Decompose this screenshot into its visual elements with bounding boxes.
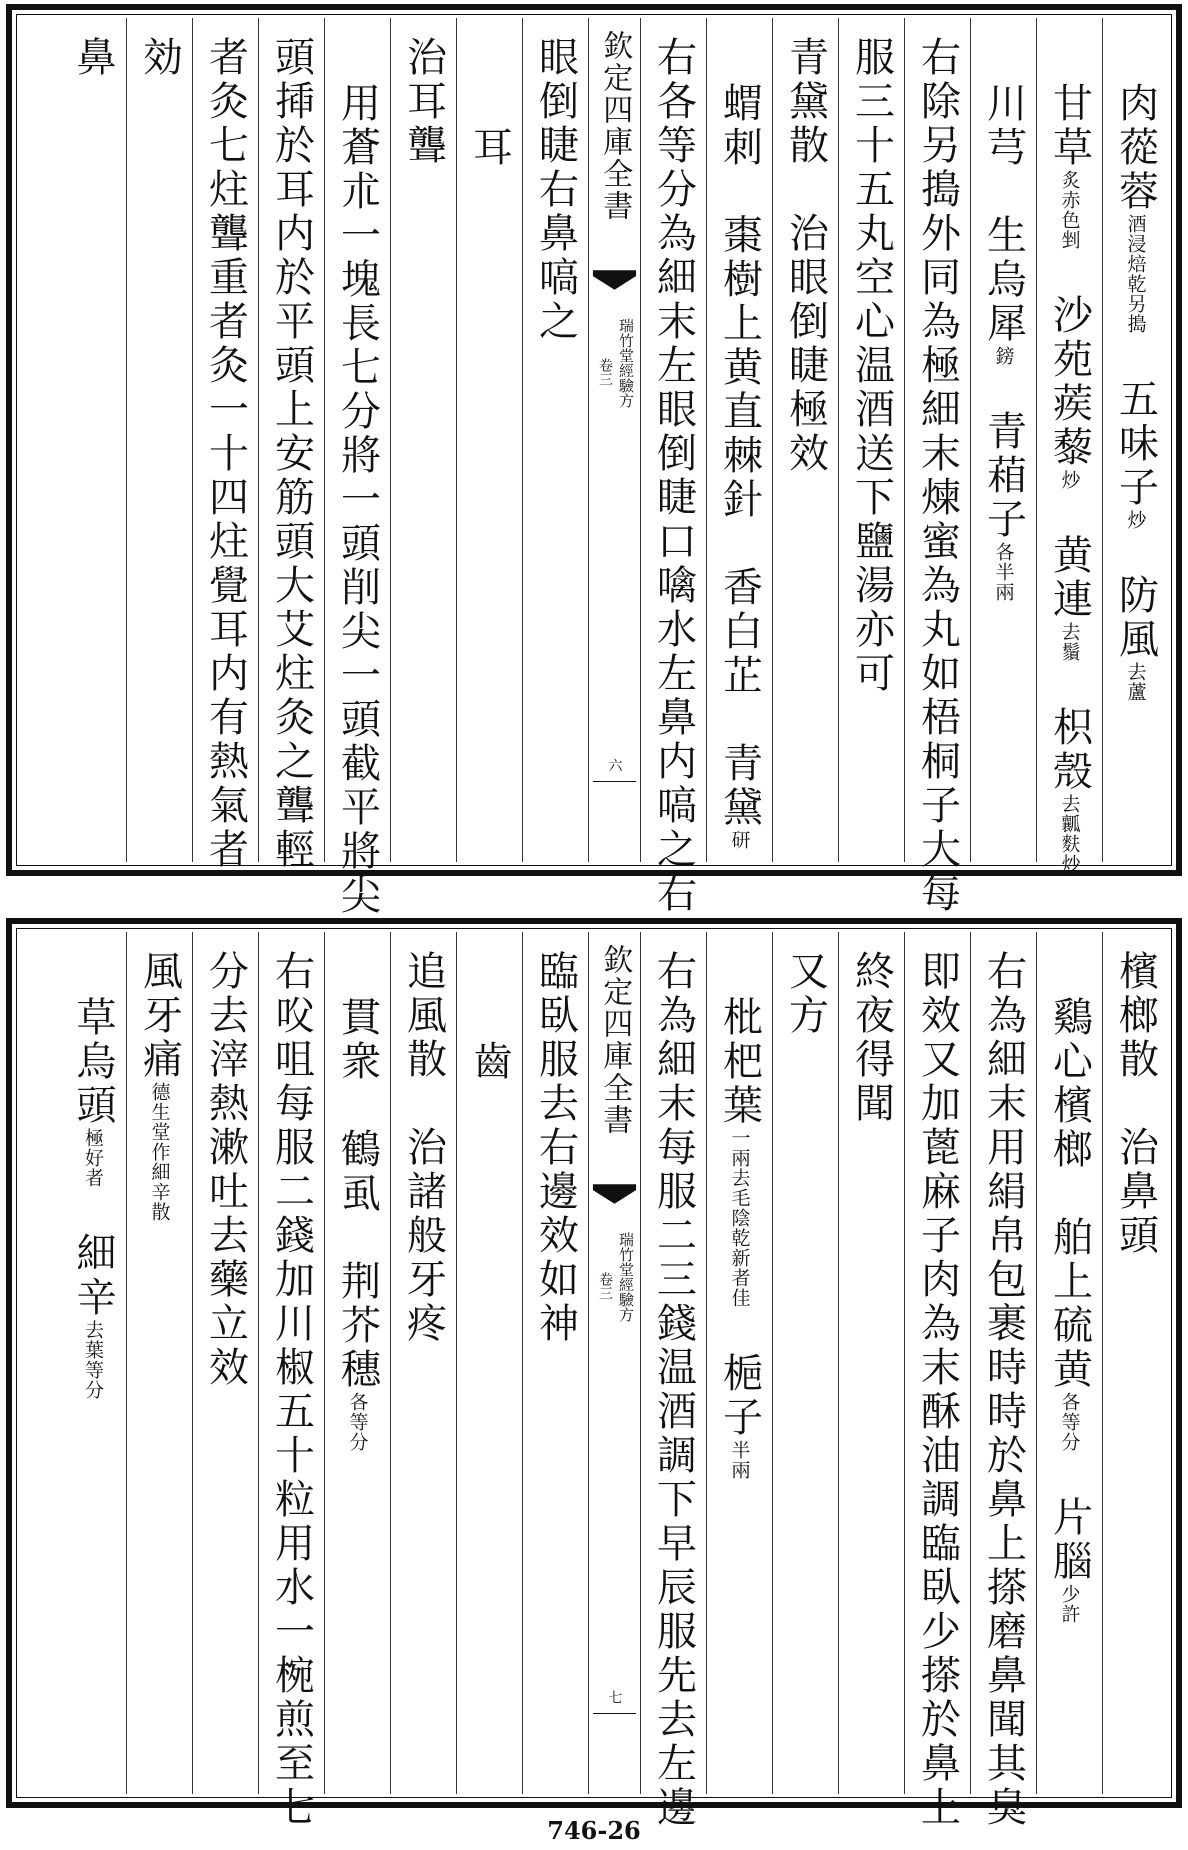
main-text: 青黛散 治眼倒睫極效 bbox=[782, 36, 829, 476]
main-text: 分去滓熱漱吐去藥立效 bbox=[202, 950, 249, 1390]
column-text bbox=[716, 82, 763, 850]
main-text: 用蒼朮一塊長七分將一頭削尖一頭截平將尖 bbox=[334, 82, 381, 918]
text-column bbox=[772, 18, 838, 862]
column-text bbox=[334, 996, 381, 1452]
main-text: 細辛 bbox=[70, 1188, 116, 1320]
fold-volume: 卷三 bbox=[597, 1272, 613, 1300]
text-column bbox=[60, 18, 126, 862]
text-column bbox=[970, 18, 1036, 862]
text-column bbox=[390, 932, 456, 1794]
column-text bbox=[650, 950, 697, 1830]
text-column bbox=[324, 932, 390, 1794]
fold-subtitle: 瑞竹堂經驗方 bbox=[617, 1232, 635, 1322]
page-number: 746-26 bbox=[547, 1816, 641, 1845]
text-column bbox=[324, 18, 390, 918]
main-text: 右㕮咀每服二錢加川椒五十粒用水一椀煎至七 bbox=[268, 950, 315, 1830]
annotation-note: 酒浸焙乾另搗 bbox=[1124, 214, 1147, 334]
bottom-page-columns bbox=[20, 932, 1168, 1830]
column-text bbox=[400, 950, 447, 1346]
main-text: 頭揷於耳内於平頭上安筋頭大艾炷灸之聾輕 bbox=[268, 36, 315, 872]
column-text bbox=[782, 36, 829, 476]
column-text bbox=[334, 82, 381, 918]
fold-volume: 卷三 bbox=[597, 358, 613, 386]
fold-title: 欽定四庫全書 bbox=[597, 944, 633, 1136]
text-column bbox=[904, 18, 970, 916]
main-text: 右各等分為細末左眼倒睫口噙水左鼻内嗃之右 bbox=[650, 36, 697, 916]
main-text: 追風散 治諸般牙疼 bbox=[400, 950, 447, 1346]
annotation-note: 少許 bbox=[1058, 1584, 1081, 1624]
main-text: 枳殼 bbox=[1046, 662, 1093, 794]
fold-leaf-number: 六 bbox=[606, 758, 623, 772]
main-text: 草烏頭 bbox=[70, 996, 116, 1128]
fold-column bbox=[588, 18, 640, 862]
text-column bbox=[772, 932, 838, 1794]
text-column bbox=[640, 18, 706, 916]
annotation-note: 炒 bbox=[1058, 470, 1081, 490]
main-text: 鷄心檳榔 舶上硫黄 bbox=[1046, 996, 1093, 1392]
main-text: 枇杷葉 bbox=[716, 996, 763, 1128]
main-text: 鼻 bbox=[70, 36, 116, 80]
column-text bbox=[136, 950, 183, 1222]
main-text: 肉蓯蓉 bbox=[1112, 82, 1159, 214]
top-page-columns bbox=[20, 18, 1168, 918]
main-text: 片腦 bbox=[1046, 1452, 1093, 1584]
annotation-note: 去葉等分 bbox=[82, 1320, 104, 1400]
column-text bbox=[202, 950, 249, 1390]
column-text bbox=[268, 36, 315, 872]
annotation-note: 去蘆 bbox=[1124, 662, 1147, 702]
text-column bbox=[192, 932, 258, 1794]
text-column bbox=[522, 932, 588, 1794]
annotation-note: 各等分 bbox=[346, 1392, 369, 1452]
text-column bbox=[522, 18, 588, 862]
column-text bbox=[914, 950, 961, 1830]
column-text bbox=[268, 950, 315, 1830]
column-text bbox=[1046, 996, 1093, 1624]
main-text: 風牙痛 bbox=[136, 950, 183, 1082]
text-column bbox=[706, 18, 772, 862]
text-column bbox=[60, 932, 126, 1794]
fold-title: 欽定四庫全書 bbox=[597, 30, 633, 222]
column-text bbox=[532, 950, 579, 1346]
main-text: 沙苑蒺藜 bbox=[1046, 250, 1093, 470]
main-text: 蝟刺 棗樹上黄直棘針 香白芷 青黛 bbox=[716, 82, 763, 830]
column-text bbox=[980, 950, 1027, 1830]
main-text: 又方 bbox=[782, 950, 829, 1038]
main-text: 齒 bbox=[466, 1040, 513, 1084]
annotation-note: 研 bbox=[728, 830, 751, 850]
annotation-note: 去鬚 bbox=[1058, 622, 1081, 662]
column-text bbox=[466, 126, 513, 170]
text-column bbox=[456, 18, 522, 862]
main-text: 右除另搗外同為極細末煉蜜為丸如梧桐子大每 bbox=[914, 36, 961, 916]
text-column bbox=[1102, 18, 1168, 862]
text-column bbox=[970, 932, 1036, 1830]
text-column bbox=[192, 18, 258, 872]
annotation-note: 極好者 bbox=[82, 1128, 104, 1188]
column-text bbox=[532, 36, 579, 344]
main-text: 右為細末每服二三錢温酒調下早辰服先去左邊 bbox=[650, 950, 697, 1830]
annotation-note: 德生堂作細辛散 bbox=[148, 1082, 171, 1222]
text-column bbox=[390, 18, 456, 862]
fold-subtitle: 瑞竹堂經驗方 bbox=[617, 318, 635, 408]
text-column bbox=[640, 932, 706, 1830]
column-text bbox=[980, 82, 1027, 602]
annotation-note: 一兩去毛陰乾新者佳 bbox=[728, 1128, 751, 1308]
main-text: 者灸七炷聾重者灸一十四炷覺耳内有熱氣者 bbox=[202, 36, 249, 872]
main-text: 五味子 bbox=[1112, 334, 1159, 510]
column-text bbox=[1046, 82, 1093, 874]
annotation-note: 去瓤麩炒 bbox=[1058, 794, 1081, 874]
column-text bbox=[1112, 950, 1159, 1258]
annotation-note: 鎊 bbox=[992, 346, 1015, 366]
fishtail-mark bbox=[589, 1182, 640, 1206]
text-column bbox=[904, 932, 970, 1830]
annotation-note: 炒 bbox=[1124, 510, 1147, 530]
column-text bbox=[70, 996, 116, 1400]
main-text: 眼倒睫右鼻嗃之 bbox=[532, 36, 579, 344]
top-page bbox=[6, 4, 1182, 918]
fold-rule bbox=[593, 1713, 636, 1714]
column-text bbox=[136, 36, 183, 80]
main-text: 甘草 bbox=[1046, 82, 1093, 170]
fold-column bbox=[588, 932, 640, 1794]
annotation-note: 半兩 bbox=[728, 1440, 751, 1480]
column-text bbox=[848, 36, 895, 696]
main-text: 梔子 bbox=[716, 1308, 763, 1440]
annotation-note: 炙赤色剉 bbox=[1058, 170, 1081, 250]
text-column bbox=[258, 932, 324, 1830]
main-text: 黄連 bbox=[1046, 490, 1093, 622]
text-column bbox=[126, 18, 192, 862]
main-text: 青葙子 bbox=[980, 366, 1027, 542]
bottom-page bbox=[6, 918, 1182, 1830]
annotation-note: 各等分 bbox=[1058, 1392, 1081, 1452]
fishtail-mark bbox=[589, 268, 640, 292]
main-text: 治耳聾 bbox=[400, 36, 447, 168]
fold-leaf-number: 七 bbox=[606, 1690, 623, 1704]
main-text: 右為細末用絹帛包裹時時於鼻上搽磨鼻聞其臭 bbox=[980, 950, 1027, 1830]
column-text bbox=[848, 950, 895, 1126]
text-column bbox=[456, 932, 522, 1794]
main-text: 即效又加蓖麻子肉為末酥油調臨臥少搽於鼻上 bbox=[914, 950, 961, 1830]
text-column bbox=[1036, 932, 1102, 1794]
column-text bbox=[716, 996, 763, 1480]
text-column bbox=[1036, 18, 1102, 874]
main-text: 貫衆 鶴虱 荆芥穗 bbox=[334, 996, 381, 1392]
main-text: 川芎 生烏犀 bbox=[980, 82, 1027, 346]
main-text: 防風 bbox=[1112, 530, 1159, 662]
column-text bbox=[650, 36, 697, 916]
column-text bbox=[1112, 82, 1159, 702]
column-text bbox=[70, 36, 116, 80]
main-text: 効 bbox=[136, 36, 183, 80]
column-text bbox=[202, 36, 249, 872]
text-column bbox=[1102, 932, 1168, 1794]
main-text: 檳榔散 治鼻頭 bbox=[1112, 950, 1159, 1258]
text-column bbox=[126, 932, 192, 1794]
text-column bbox=[838, 18, 904, 862]
main-text: 終夜得聞 bbox=[848, 950, 895, 1126]
main-text: 服三十五丸空心温酒送下鹽湯亦可 bbox=[848, 36, 895, 696]
main-text: 臨臥服去右邊效如神 bbox=[532, 950, 579, 1346]
fold-rule bbox=[593, 781, 636, 782]
column-text bbox=[466, 1040, 513, 1084]
annotation-note: 各半兩 bbox=[992, 542, 1015, 602]
column-text bbox=[782, 950, 829, 1038]
column-text bbox=[914, 36, 961, 916]
main-text: 耳 bbox=[466, 126, 513, 170]
text-column bbox=[838, 932, 904, 1794]
text-column bbox=[706, 932, 772, 1794]
column-text bbox=[400, 36, 447, 168]
text-column bbox=[258, 18, 324, 872]
